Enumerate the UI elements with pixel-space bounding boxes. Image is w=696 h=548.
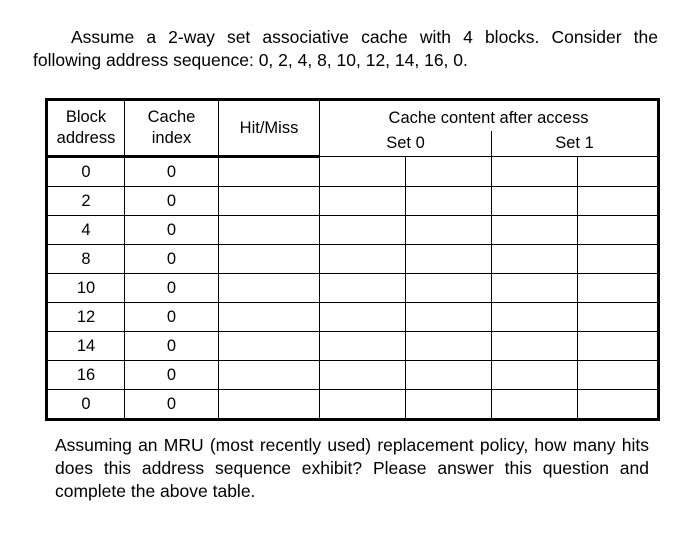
problem-statement: Assume a 2-way set associative cache with 4 blocks. Consider the following address sequence: 0, 2, 4, 8, 10, 12, 14, 16, 0. bbox=[33, 27, 658, 70]
header-set-0: Set 0 bbox=[320, 131, 492, 157]
set0-way1-cell bbox=[406, 390, 492, 420]
set0-way0-cell bbox=[320, 303, 406, 332]
set1-way0-cell bbox=[492, 303, 578, 332]
hit-miss-cell bbox=[219, 390, 320, 420]
table-row bbox=[47, 390, 659, 420]
header-cache-content: Cache content after access bbox=[320, 100, 659, 132]
question-text: Assuming an MRU (most recently used) replacement policy, how many hits does this address sequence exhibit? Please answer this question and complete the above table. bbox=[55, 435, 649, 501]
header-cache-index-line1: Cache bbox=[147, 108, 196, 126]
block-address-cell: 0 bbox=[47, 390, 125, 420]
cache-index-cell: 0 bbox=[125, 274, 219, 303]
set0-way0-cell bbox=[320, 157, 406, 187]
set0-way1-cell bbox=[406, 361, 492, 390]
cache-index-cell: 0 bbox=[125, 157, 219, 187]
hit-miss-cell bbox=[219, 157, 320, 187]
cache-index-cell: 0 bbox=[125, 332, 219, 361]
hit-miss-cell bbox=[219, 361, 320, 390]
cache-index-cell: 0 bbox=[125, 303, 219, 332]
hit-miss-cell bbox=[219, 303, 320, 332]
hit-miss-cell bbox=[219, 332, 320, 361]
set1-way1-cell bbox=[578, 187, 659, 216]
set1-way0-cell bbox=[492, 216, 578, 245]
set1-way0-cell bbox=[492, 332, 578, 361]
set1-way0-cell bbox=[492, 245, 578, 274]
set1-way0-cell bbox=[492, 390, 578, 420]
set1-way1-cell bbox=[578, 216, 659, 245]
table-row bbox=[47, 303, 659, 332]
table-row bbox=[47, 274, 659, 303]
set0-way1-cell bbox=[406, 332, 492, 361]
header-block-address bbox=[47, 100, 125, 157]
set0-way1-cell bbox=[406, 216, 492, 245]
set1-way1-cell bbox=[578, 390, 659, 420]
set1-way0-cell bbox=[492, 157, 578, 187]
cache-index-cell: 0 bbox=[125, 187, 219, 216]
set1-way1-cell bbox=[578, 332, 659, 361]
hit-miss-cell bbox=[219, 274, 320, 303]
cache-index-cell: 0 bbox=[125, 390, 219, 420]
set1-way1-cell bbox=[578, 245, 659, 274]
table-row bbox=[47, 245, 659, 274]
table-row bbox=[47, 187, 659, 216]
set1-way0-cell bbox=[492, 274, 578, 303]
block-address-cell: 10 bbox=[47, 274, 125, 303]
set0-way1-cell bbox=[406, 187, 492, 216]
set0-way1-cell bbox=[406, 245, 492, 274]
block-address-cell: 12 bbox=[47, 303, 125, 332]
block-address-cell: 0 bbox=[47, 157, 125, 187]
table-row bbox=[47, 361, 659, 390]
cache-index-cell: 0 bbox=[125, 245, 219, 274]
block-address-cell: 4 bbox=[47, 216, 125, 245]
set0-way0-cell bbox=[320, 361, 406, 390]
set0-way0-cell bbox=[320, 274, 406, 303]
set1-way0-cell bbox=[492, 187, 578, 216]
set1-way1-cell bbox=[578, 157, 659, 187]
set0-way0-cell bbox=[320, 245, 406, 274]
set0-way0-cell bbox=[320, 187, 406, 216]
block-address-cell: 16 bbox=[47, 361, 125, 390]
header-set-1: Set 1 bbox=[492, 131, 659, 157]
hit-miss-cell bbox=[219, 187, 320, 216]
table-row bbox=[47, 216, 659, 245]
set1-way0-cell bbox=[492, 361, 578, 390]
hit-miss-cell bbox=[219, 216, 320, 245]
set1-way1-cell bbox=[578, 274, 659, 303]
header-hit-miss-label: Hit/Miss bbox=[239, 118, 299, 137]
set0-way0-cell bbox=[320, 390, 406, 420]
table-row bbox=[47, 157, 659, 187]
set0-way1-cell bbox=[406, 157, 492, 187]
block-address-cell: 8 bbox=[47, 245, 125, 274]
hit-miss-cell bbox=[219, 245, 320, 274]
block-address-cell: 14 bbox=[47, 332, 125, 361]
set0-way1-cell bbox=[406, 274, 492, 303]
block-address-cell: 2 bbox=[47, 187, 125, 216]
set0-way0-cell bbox=[320, 332, 406, 361]
set0-way0-cell bbox=[320, 216, 406, 245]
cache-index-cell: 0 bbox=[125, 216, 219, 245]
set1-way1-cell bbox=[578, 361, 659, 390]
cache-index-cell: 0 bbox=[125, 361, 219, 390]
cache-table bbox=[45, 98, 660, 421]
set1-way1-cell bbox=[578, 303, 659, 332]
header-block-address-line2: address bbox=[56, 129, 116, 147]
table-row bbox=[47, 332, 659, 361]
header-cache-index-line2: index bbox=[151, 129, 192, 147]
header-cache-index bbox=[125, 100, 219, 157]
header-block-address-line1: Block bbox=[65, 108, 107, 126]
header-hit-miss bbox=[219, 100, 320, 157]
set0-way1-cell bbox=[406, 303, 492, 332]
